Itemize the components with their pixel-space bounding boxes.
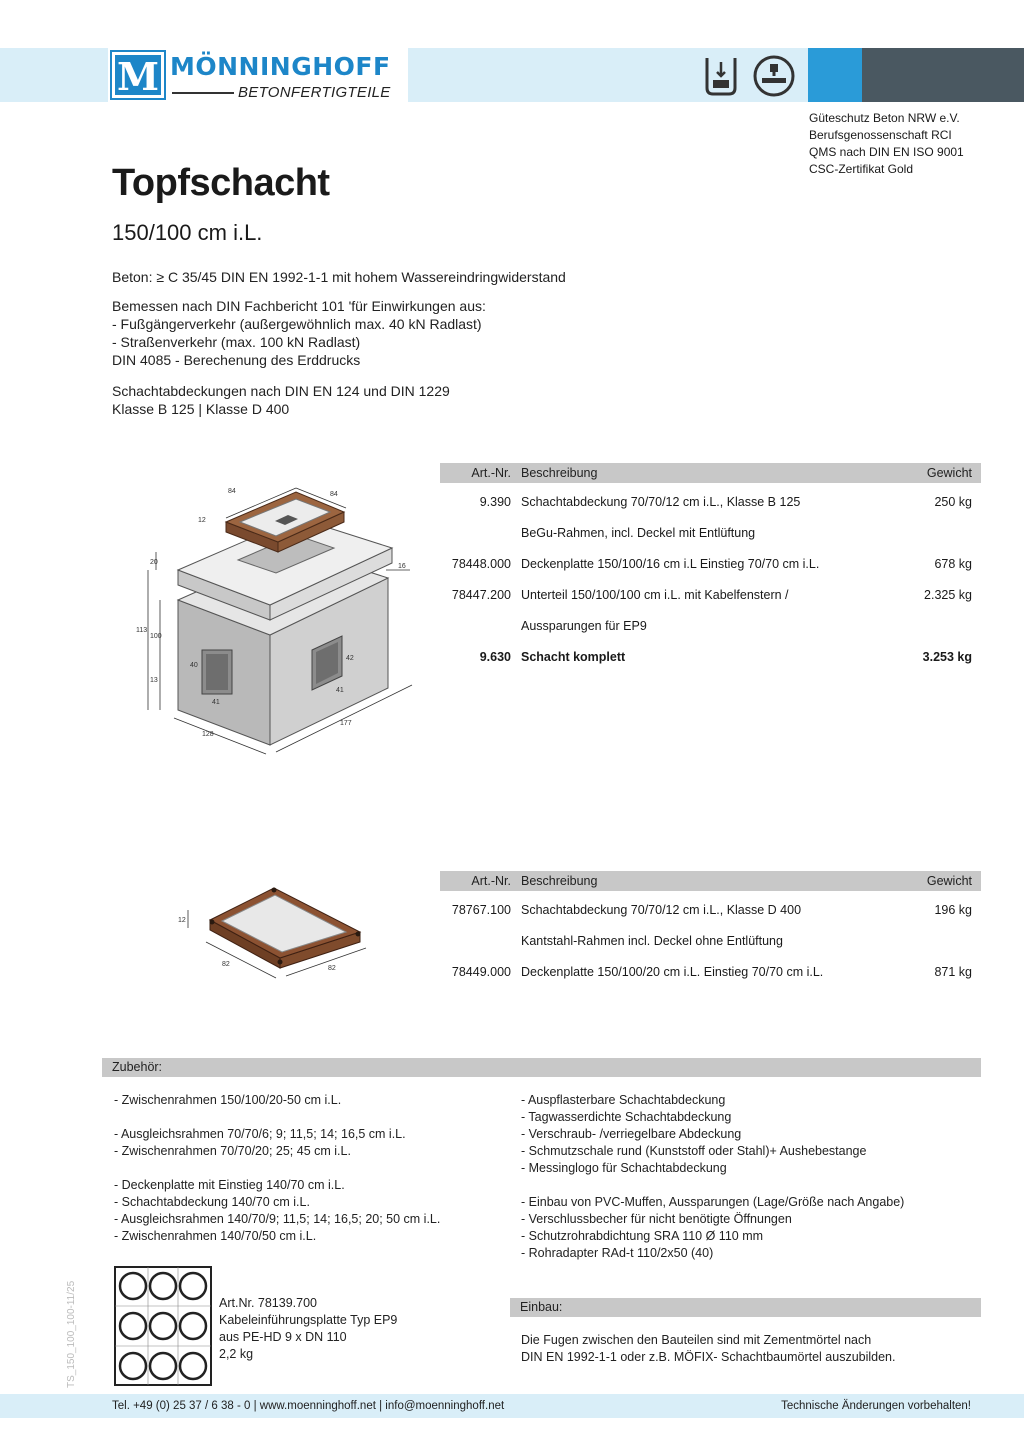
dim-label: 113 bbox=[136, 627, 148, 634]
certification: QMS nach DIN EN ISO 9001 bbox=[809, 145, 964, 159]
section-label: Zubehör: bbox=[112, 1060, 163, 1074]
info-line: aus PE-HD 9 x DN 110 bbox=[219, 1330, 347, 1344]
dim-label: 20 bbox=[150, 559, 158, 566]
dim-label: 12 bbox=[178, 917, 186, 924]
spec-design bbox=[112, 297, 486, 369]
dim-label: 84 bbox=[330, 491, 338, 498]
dim-label: 84 bbox=[228, 488, 236, 495]
header-accent-dark bbox=[862, 48, 1024, 102]
list-item: - Deckenplatte mit Einstieg 140/70 cm i.L. bbox=[114, 1178, 345, 1192]
list-item: - Schmutzschale rund (Kunststoff oder Stahl)+ Aushebestange bbox=[521, 1144, 867, 1158]
dim-label: 16 bbox=[398, 563, 406, 570]
list-item bbox=[114, 1109, 440, 1126]
footer bbox=[0, 1394, 1024, 1418]
accessories-list-left bbox=[114, 1092, 440, 1245]
product-table-1 bbox=[440, 463, 981, 673]
cell-art: 78449.000 bbox=[451, 965, 511, 979]
table-row bbox=[440, 549, 981, 580]
list-item: - Zwischenrahmen 70/70/20; 25; 45 cm i.L. bbox=[114, 1144, 351, 1158]
cell-weight: 871 kg bbox=[934, 965, 972, 979]
cell-weight: 250 kg bbox=[934, 495, 972, 509]
installation-text bbox=[521, 1332, 895, 1366]
shaft-quality-icon bbox=[704, 56, 738, 96]
col-weight: Gewicht bbox=[926, 874, 972, 888]
cover-load-icon bbox=[752, 54, 796, 98]
info-line: Kabeleinführungsplatte Typ EP9 bbox=[219, 1313, 398, 1327]
certification: Berufsgenossenschaft RCI bbox=[809, 128, 952, 142]
table-total-row bbox=[440, 642, 981, 673]
certifications bbox=[809, 110, 964, 178]
dim-label: 13 bbox=[150, 677, 158, 684]
cable-window-front-inner bbox=[206, 654, 228, 690]
dim-label: 82 bbox=[328, 965, 336, 972]
cell-weight: 3.253 kg bbox=[922, 650, 972, 664]
list-item: - Ausgleichsrahmen 70/70/6; 9; 11,5; 14; 16,5 cm i.L. bbox=[114, 1127, 406, 1141]
dim-label: 100 bbox=[150, 633, 162, 640]
info-line: Art.Nr. 78139.700 bbox=[219, 1296, 317, 1310]
document-code bbox=[60, 1240, 80, 1390]
spec-line: Klasse B 125 | Klasse D 400 bbox=[112, 401, 290, 417]
list-item: - Einbau von PVC-Muffen, Aussparungen (Lage/Größe nach Angabe) bbox=[521, 1195, 905, 1209]
cell-art: 78448.000 bbox=[451, 557, 511, 571]
shaft-assembly-drawing bbox=[130, 460, 430, 770]
cell-weight: 2.325 kg bbox=[924, 588, 972, 602]
text-line: Die Fugen zwischen den Bauteilen sind mit Zementmörtel nach bbox=[521, 1333, 872, 1347]
cell-art: 9.630 bbox=[479, 650, 511, 664]
info-line: 2,2 kg bbox=[219, 1347, 254, 1361]
table-row bbox=[440, 926, 981, 957]
cell-desc: Schachtabdeckung 70/70/12 cm i.L., Klasse B 125 bbox=[521, 495, 801, 509]
brand-rule bbox=[172, 92, 234, 94]
dim-label: 12 bbox=[198, 517, 206, 524]
table-row bbox=[440, 518, 981, 549]
cell-art: 78447.200 bbox=[451, 588, 511, 602]
cell-desc: Unterteil 150/100/100 cm i.L. mit Kabelfenstern / bbox=[521, 588, 789, 602]
col-desc: Beschreibung bbox=[521, 874, 598, 888]
spec-line: Schachtabdeckungen nach DIN EN 124 und DIN 1229 bbox=[112, 383, 450, 399]
cell-art: 9.390 bbox=[479, 495, 511, 509]
list-item bbox=[521, 1177, 904, 1194]
list-item: - Verschraub- /verriegelbare Abdeckung bbox=[521, 1127, 742, 1141]
cell-weight: 678 kg bbox=[934, 557, 972, 571]
cover-d400-drawing bbox=[170, 880, 390, 980]
product-table-2 bbox=[440, 871, 981, 988]
cell-desc: Aussparungen für EP9 bbox=[521, 619, 647, 633]
footer-note: Technische Änderungen vorbehalten! bbox=[781, 1400, 971, 1412]
col-desc: Beschreibung bbox=[521, 466, 598, 480]
dim-label: 40 bbox=[190, 662, 198, 669]
dim-label: 82 bbox=[222, 961, 230, 968]
cell-weight: 196 kg bbox=[934, 903, 972, 917]
table-row bbox=[440, 611, 981, 642]
text-line: DIN EN 1992-1-1 oder z.B. MÖFIX- Schachtbaumörtel auszubilden. bbox=[521, 1350, 896, 1364]
dim-label: 42 bbox=[346, 655, 354, 662]
spec-line: Beton: ≥ C 35/45 DIN EN 1992-1-1 mit hohem Wassereindringwiderstand bbox=[112, 269, 566, 285]
brand-logo-mark bbox=[110, 50, 166, 100]
spec-line: - Straßenverkehr (max. 100 kN Radlast) bbox=[112, 334, 361, 350]
spec-line: - Fußgängerverkehr (außergewöhnlich max. 40 kN Radlast) bbox=[112, 316, 482, 332]
list-item: - Auspflasterbare Schachtabdeckung bbox=[521, 1093, 726, 1107]
spec-line: Bemessen nach DIN Fachbericht 101 'für Einwirkungen aus: bbox=[112, 298, 486, 314]
brand-name: MÖNNINGHOFF bbox=[170, 52, 391, 81]
col-art: Art.-Nr. bbox=[471, 874, 511, 888]
page-subtitle: 150/100 cm i.L. bbox=[112, 220, 263, 245]
cell-desc: Kantstahl-Rahmen incl. Deckel ohne Entlüftung bbox=[521, 934, 783, 948]
certification: Güteschutz Beton NRW e.V. bbox=[809, 111, 960, 125]
dim-label: 41 bbox=[336, 687, 344, 694]
cell-desc: Schachtabdeckung 70/70/12 cm i.L., Klasse D 400 bbox=[521, 903, 802, 917]
col-weight: Gewicht bbox=[926, 466, 972, 480]
spec-line: DIN 4085 - Berechenung des Erddrucks bbox=[112, 352, 361, 368]
table-row bbox=[440, 895, 981, 926]
cell-desc: Schacht komplett bbox=[521, 650, 626, 664]
list-item: - Zwischenrahmen 150/100/20-50 cm i.L. bbox=[114, 1093, 342, 1107]
dim-label: 41 bbox=[212, 699, 220, 706]
spec-concrete bbox=[112, 268, 566, 286]
dim-label: 128 bbox=[202, 731, 214, 738]
list-item: - Verschlussbecher für nicht benötigte Öffnungen bbox=[521, 1212, 792, 1226]
list-item: - Tagwasserdichte Schachtabdeckung bbox=[521, 1110, 732, 1124]
ep9-plate-drawing bbox=[114, 1266, 212, 1386]
list-item: - Rohradapter RAd-t 110/2x50 (40) bbox=[521, 1246, 714, 1260]
svg-text:TS_150_100_100-11/25: TS_150_100_100-11/25 bbox=[66, 1280, 77, 1388]
table-row bbox=[440, 957, 981, 988]
table-header bbox=[440, 871, 981, 891]
cell-art: 78767.100 bbox=[451, 903, 511, 917]
cell-desc: BeGu-Rahmen, incl. Deckel mit Entlüftung bbox=[521, 526, 756, 540]
installation-header bbox=[510, 1298, 981, 1317]
accessories-list-right bbox=[521, 1092, 904, 1262]
page-title: Topfschacht bbox=[112, 162, 330, 204]
spec-covers bbox=[112, 382, 450, 418]
footer-contact: Tel. +49 (0) 25 37 / 6 38 - 0 | www.moenninghoff.net | info@moenninghoff.net bbox=[112, 1400, 505, 1412]
accessories-header bbox=[102, 1058, 981, 1077]
ep9-info bbox=[219, 1295, 397, 1363]
brand-subtitle: BETONFERTIGTEILE bbox=[238, 84, 391, 101]
dim-label: 177 bbox=[340, 720, 352, 727]
header-accent-blue bbox=[808, 48, 862, 102]
list-item: - Messinglogo für Schachtabdeckung bbox=[521, 1161, 727, 1175]
col-art: Art.-Nr. bbox=[471, 466, 511, 480]
section-label: Einbau: bbox=[520, 1300, 563, 1314]
list-item: - Zwischenrahmen 140/70/50 cm i.L. bbox=[114, 1229, 317, 1243]
svg-text:M: M bbox=[116, 54, 160, 99]
list-item: - Schutzrohrabdichtung SRA 110 Ø 110 mm bbox=[521, 1229, 764, 1243]
certification: CSC-Zertifikat Gold bbox=[809, 162, 914, 176]
cell-desc: Deckenplatte 150/100/20 cm i.L. Einstieg 70/70 cm i.L. bbox=[521, 965, 824, 979]
table-row bbox=[440, 580, 981, 611]
list-item: - Ausgleichsrahmen 140/70/9; 11,5; 14; 16,5; 20; 50 cm i.L. bbox=[114, 1212, 441, 1226]
list-item bbox=[114, 1160, 440, 1177]
list-item: - Schachtabdeckung 140/70 cm i.L. bbox=[114, 1195, 310, 1209]
table-header bbox=[440, 463, 981, 483]
table-row bbox=[440, 487, 981, 518]
cell-desc: Deckenplatte 150/100/16 cm i.L Einstieg 70/70 cm i.L. bbox=[521, 557, 820, 571]
